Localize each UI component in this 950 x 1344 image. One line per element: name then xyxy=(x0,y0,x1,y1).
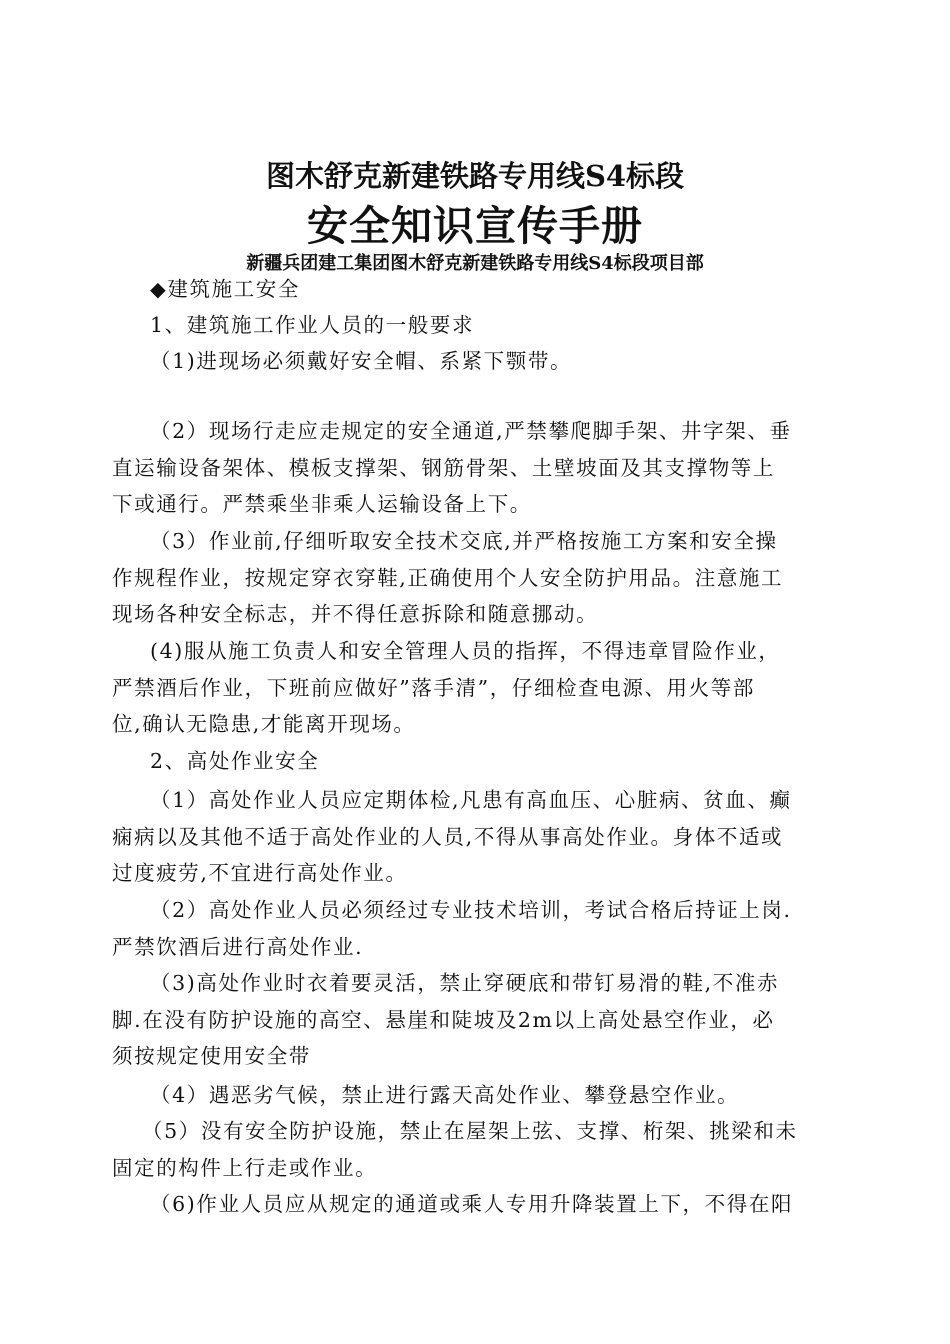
item1-p4-line: 位,确认无隐患,才能离开现场。 xyxy=(112,712,416,736)
item2-p2-line: 严禁饮酒后进行高处作业. xyxy=(112,934,364,959)
item1-p3-line: 作规程作业，按规定穿衣穿鞋,正确使用个人安全防护用品。注意施工 xyxy=(112,565,784,590)
section-heading xyxy=(150,271,890,308)
item2-paragraph-5 xyxy=(112,1113,852,1186)
item2-p1-line: 痫病以及其他不适于高处作业的人员,不得从事高处作业。身体不适或 xyxy=(112,824,784,849)
item2-p3-line: （3)高处作业时衣着要灵活，禁止穿硬底和带钉易滑的鞋,不准赤 xyxy=(150,971,780,995)
organization-line: 新疆兵团建工集团图木舒克新建铁路专用线S4标段项目部 xyxy=(246,253,704,274)
item1-p2-line: 直运输设备架体、模板支撑架、钢筋骨架、土壁坡面及其支撑物等上 xyxy=(112,455,775,480)
item1-paragraph-2 xyxy=(112,413,852,523)
manual-title: 安全知识宣传手册 xyxy=(307,202,643,250)
item2-p6-text: （6)作业人员应从规定的通道或乘人专用升降装置上下，不得在阳 xyxy=(150,1192,794,1216)
item2-p4-text: （4）遇恶劣气候，禁止进行露天高处作业、攀登悬空作业。 xyxy=(150,1083,740,1107)
item2-p5-line: （5）没有安全防护设施，禁止在屋架上弦、支撑、桁架、挑梁和未 xyxy=(142,1119,798,1143)
item1-p1-text: （1)进现场必须戴好安全帽、系紧下颚带。 xyxy=(150,349,573,373)
section-heading-text: ◆建筑施工安全 xyxy=(150,277,300,301)
project-title: 图木舒克新建铁路专用线S4标段 xyxy=(265,159,685,193)
item2-paragraph-4 xyxy=(150,1077,890,1114)
item2-paragraph-2 xyxy=(112,892,852,965)
item1-p2-line: （2）现场行走应走规定的安全通道,严禁攀爬脚手架、井字架、垂 xyxy=(150,419,792,443)
item1-p4-line: (4)服从施工负责人和安全管理人员的指挥，不得违章冒险作业， xyxy=(150,639,781,663)
item2-p3-line: 须按规定使用安全带 xyxy=(112,1044,311,1068)
item1-paragraph-4 xyxy=(112,633,852,743)
item1-p3-line: 现场各种安全标志，并不得任意拆除和随意挪动。 xyxy=(112,602,599,626)
item2-p3-line: 脚.在没有防护设施的高空、悬崖和陡坡及2m以上高处悬空作业，必 xyxy=(112,1007,775,1032)
item2-paragraph-6 xyxy=(150,1186,890,1223)
item2-p1-line: （1）高处作业人员应定期体检,凡患有高血压、心脏病、贫血、癫 xyxy=(150,788,792,812)
item1-p2-line: 下或通行。严禁乘坐非乘人运输设备上下。 xyxy=(112,492,532,516)
item2-paragraph-1 xyxy=(112,782,852,892)
item2-heading-text: 2、高处作业安全 xyxy=(150,749,320,773)
item1-paragraph-3 xyxy=(112,523,852,633)
item1-p4-line: 严禁酒后作业，下班前应做好”落手清”，仔细检查电源、用火等部 xyxy=(112,675,755,700)
item1-paragraph-1 xyxy=(150,343,890,380)
item1-p3-line: （3）作业前,仔细听取安全技术交底,并严格按施工方案和安全操 xyxy=(150,529,778,553)
item2-paragraph-3 xyxy=(112,965,852,1075)
item2-p1-line: 过度疲劳,不宜进行高处作业。 xyxy=(112,861,408,885)
item1-heading xyxy=(150,307,890,344)
item2-heading xyxy=(150,743,890,780)
item2-p2-line: （2）高处作业人员必须经过专业技术培训，考试合格后持证上岗. xyxy=(150,898,792,922)
item1-heading-text: 1、建筑施工作业人员的一般要求 xyxy=(150,313,475,337)
item2-p5-line: 固定的构件上行走或作业。 xyxy=(112,1155,378,1180)
